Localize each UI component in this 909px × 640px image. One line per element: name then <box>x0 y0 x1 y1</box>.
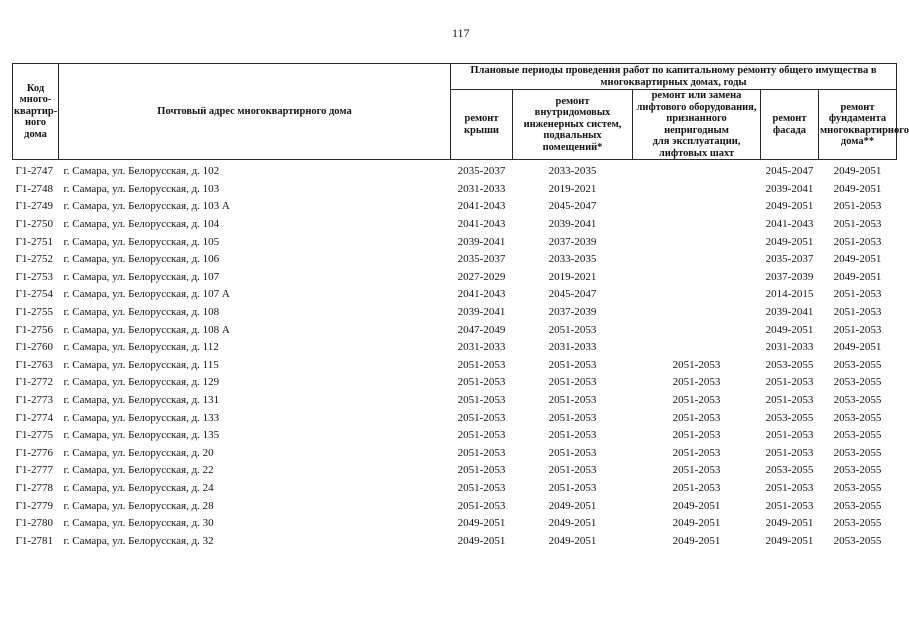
table-row <box>13 269 897 287</box>
cell-code: Г1-2753 <box>15 270 54 283</box>
cell-address: г. Самара, ул. Белорусская, д. 106 <box>63 253 220 266</box>
cell-lift: 2051-2053 <box>672 358 721 371</box>
cell-address: г. Самара, ул. Белорусская, д. 108 А <box>63 323 230 336</box>
cell-code: Г1-2776 <box>15 446 54 459</box>
cell-foundation: 2051-2053 <box>833 235 882 248</box>
cell-foundation: 2053-2055 <box>833 499 882 512</box>
cell-lift: 2049-2051 <box>672 534 721 547</box>
cell-code: Г1-2778 <box>15 481 54 494</box>
column-header-lift-label: ремонт или замена лифтового оборудования, признанного непригодным для эксплуатации, лифтовых шахт <box>636 90 757 159</box>
cell-facade: 2049-2051 <box>765 323 814 336</box>
cell-code: Г1-2749 <box>15 200 54 213</box>
column-header-roof <box>451 90 513 160</box>
cell-address: г. Самара, ул. Белорусская, д. 104 <box>63 218 220 231</box>
table-row <box>13 181 897 199</box>
cell-address: г. Самара, ул. Белорусская, д. 102 <box>63 165 220 178</box>
cell-lift: 2051-2053 <box>672 394 721 407</box>
cell-address: г. Самара, ул. Белорусская, д. 28 <box>63 499 214 512</box>
cell-facade: 2051-2053 <box>765 394 814 407</box>
cell-foundation: 2053-2055 <box>833 481 882 494</box>
cell-address: г. Самара, ул. Белорусская, д. 115 <box>63 358 219 371</box>
page-number: 117 <box>452 26 470 40</box>
column-group-header-periods <box>451 64 897 90</box>
cell-address: г. Самара, ул. Белорусская, д. 105 <box>63 235 220 248</box>
cell-systems: 2051-2053 <box>548 323 597 336</box>
cell-foundation: 2049-2051 <box>833 341 882 354</box>
cell-roof: 2051-2053 <box>457 394 506 407</box>
cell-address: г. Самара, ул. Белорусская, д. 30 <box>63 517 214 530</box>
cell-systems: 2039-2041 <box>548 218 597 231</box>
cell-systems: 2045-2047 <box>548 200 597 213</box>
cell-roof: 2039-2041 <box>457 235 506 248</box>
cell-address: г. Самара, ул. Белорусская, д. 131 <box>63 394 220 407</box>
cell-facade: 2031-2033 <box>765 341 814 354</box>
table-row <box>13 216 897 234</box>
column-header-address-label: Почтовый адрес многоквартирного дома <box>157 105 352 117</box>
cell-lift: 2051-2053 <box>672 376 721 389</box>
cell-lift: 2049-2051 <box>672 517 721 530</box>
cell-systems: 2051-2053 <box>548 446 597 459</box>
table-body <box>13 160 897 551</box>
cell-systems: 2049-2051 <box>548 499 597 512</box>
table-row <box>13 409 897 427</box>
cell-roof: 2039-2041 <box>457 306 506 319</box>
cell-roof: 2051-2053 <box>457 358 506 371</box>
cell-code: Г1-2781 <box>15 534 54 547</box>
cell-lift <box>633 163 761 181</box>
cell-systems: 2045-2047 <box>548 288 597 301</box>
cell-lift: 2051-2053 <box>672 446 721 459</box>
cell-systems: 2049-2051 <box>548 534 597 547</box>
cell-foundation: 2051-2053 <box>833 218 882 231</box>
column-header-code <box>13 64 59 160</box>
table-row <box>13 339 897 357</box>
cell-code: Г1-2754 <box>15 288 54 301</box>
cell-address: г. Самара, ул. Белорусская, д. 103 <box>63 182 220 195</box>
cell-lift <box>633 321 761 339</box>
cell-roof: 2027-2029 <box>457 270 506 283</box>
cell-facade: 2053-2055 <box>765 358 814 371</box>
cell-roof: 2041-2043 <box>457 200 506 213</box>
cell-code: Г1-2756 <box>15 323 54 336</box>
table-row <box>13 532 897 550</box>
cell-facade: 2053-2055 <box>765 464 814 477</box>
cell-facade: 2051-2053 <box>765 376 814 389</box>
cell-foundation: 2049-2051 <box>833 165 882 178</box>
table-row <box>13 462 897 480</box>
cell-facade: 2037-2039 <box>765 270 814 283</box>
cell-foundation: 2049-2051 <box>833 182 882 195</box>
cell-lift <box>633 339 761 357</box>
cell-systems: 2051-2053 <box>548 358 597 371</box>
cell-foundation: 2051-2053 <box>833 323 882 336</box>
cell-facade: 2053-2055 <box>765 411 814 424</box>
cell-foundation: 2053-2055 <box>833 534 882 547</box>
cell-facade: 2051-2053 <box>765 429 814 442</box>
cell-foundation: 2053-2055 <box>833 429 882 442</box>
cell-foundation: 2053-2055 <box>833 517 882 530</box>
cell-roof: 2031-2033 <box>457 341 506 354</box>
column-header-systems-label: ремонт внутридомовых инженерных систем, подвальных помещений* <box>523 95 622 153</box>
cell-facade: 2051-2053 <box>765 446 814 459</box>
cell-code: Г1-2774 <box>15 411 54 424</box>
table-row <box>13 480 897 498</box>
table-row <box>13 233 897 251</box>
cell-roof: 2031-2033 <box>457 182 506 195</box>
column-header-code-label: Код много- квартир- ного дома <box>14 82 58 140</box>
cell-systems: 2037-2039 <box>548 235 597 248</box>
cell-code: Г1-2752 <box>15 253 54 266</box>
cell-foundation: 2053-2055 <box>833 376 882 389</box>
cell-lift <box>633 269 761 287</box>
table-row <box>13 357 897 375</box>
cell-code: Г1-2750 <box>15 218 54 231</box>
cell-facade: 2049-2051 <box>765 517 814 530</box>
column-header-address <box>59 64 451 160</box>
cell-lift: 2051-2053 <box>672 464 721 477</box>
cell-code: Г1-2751 <box>15 235 54 248</box>
cell-lift <box>633 198 761 216</box>
cell-code: Г1-2755 <box>15 306 54 319</box>
cell-lift: 2051-2053 <box>672 481 721 494</box>
cell-code: Г1-2777 <box>15 464 54 477</box>
cell-code: Г1-2748 <box>15 182 54 195</box>
table-row <box>13 427 897 445</box>
cell-facade: 2049-2051 <box>765 235 814 248</box>
cell-foundation: 2053-2055 <box>833 446 882 459</box>
cell-address: г. Самара, ул. Белорусская, д. 112 <box>63 341 219 354</box>
cell-code: Г1-2780 <box>15 517 54 530</box>
cell-address: г. Самара, ул. Белорусская, д. 107 А <box>63 288 230 301</box>
cell-facade: 2039-2041 <box>765 306 814 319</box>
cell-systems: 2051-2053 <box>548 464 597 477</box>
column-header-facade-label: ремонт фасада <box>772 113 807 136</box>
table-row <box>13 374 897 392</box>
table-row <box>13 321 897 339</box>
column-header-facade <box>761 90 819 160</box>
cell-systems: 2033-2035 <box>548 253 597 266</box>
cell-code: Г1-2779 <box>15 499 54 512</box>
cell-address: г. Самара, ул. Белорусская, д. 129 <box>63 376 220 389</box>
cell-foundation: 2051-2053 <box>833 288 882 301</box>
cell-address: г. Самара, ул. Белорусская, д. 108 <box>63 306 220 319</box>
cell-foundation: 2049-2051 <box>833 270 882 283</box>
cell-roof: 2047-2049 <box>457 323 506 336</box>
column-header-foundation <box>819 90 909 160</box>
cell-roof: 2041-2043 <box>457 288 506 301</box>
column-header-foundation-label: ремонт фундамента многоквартирного дома** <box>820 101 909 147</box>
cell-address: г. Самара, ул. Белорусская, д. 103 А <box>63 200 230 213</box>
cell-roof: 2051-2053 <box>457 499 506 512</box>
cell-roof: 2035-2037 <box>457 253 506 266</box>
capital-repair-schedule-table <box>12 63 909 550</box>
cell-address: г. Самара, ул. Белорусская, д. 107 <box>63 270 220 283</box>
cell-facade: 2035-2037 <box>765 253 814 266</box>
cell-lift: 2049-2051 <box>672 499 721 512</box>
cell-facade: 2039-2041 <box>765 182 814 195</box>
table-row <box>13 286 897 304</box>
table-row <box>13 392 897 410</box>
cell-facade: 2051-2053 <box>765 499 814 512</box>
cell-foundation: 2053-2055 <box>833 358 882 371</box>
cell-systems: 2051-2053 <box>548 481 597 494</box>
cell-systems: 2051-2053 <box>548 394 597 407</box>
cell-foundation: 2049-2051 <box>833 253 882 266</box>
table-row <box>13 497 897 515</box>
table-row <box>13 515 897 533</box>
column-header-roof-label: ремонт крыши <box>463 113 499 136</box>
cell-address: г. Самара, ул. Белорусская, д. 20 <box>63 446 214 459</box>
cell-facade: 2051-2053 <box>765 481 814 494</box>
cell-lift <box>633 233 761 251</box>
cell-roof: 2051-2053 <box>457 429 506 442</box>
cell-roof: 2051-2053 <box>457 376 506 389</box>
cell-foundation: 2053-2055 <box>833 394 882 407</box>
cell-address: г. Самара, ул. Белорусская, д. 135 <box>63 429 220 442</box>
table-row <box>13 163 897 181</box>
cell-facade: 2049-2051 <box>765 200 814 213</box>
cell-address: г. Самара, ул. Белорусская, д. 133 <box>63 411 220 424</box>
cell-code: Г1-2747 <box>15 165 54 178</box>
cell-systems: 2051-2053 <box>548 411 597 424</box>
cell-systems: 2037-2039 <box>548 306 597 319</box>
column-header-lift <box>633 90 761 160</box>
cell-roof: 2051-2053 <box>457 464 506 477</box>
cell-lift: 2051-2053 <box>672 411 721 424</box>
column-header-systems <box>513 90 633 160</box>
table-row <box>13 251 897 269</box>
cell-lift: 2051-2053 <box>672 429 721 442</box>
cell-systems: 2049-2051 <box>548 517 597 530</box>
cell-lift <box>633 216 761 234</box>
cell-roof: 2051-2053 <box>457 411 506 424</box>
table-row <box>13 445 897 463</box>
cell-roof: 2051-2053 <box>457 481 506 494</box>
cell-roof: 2049-2051 <box>457 534 506 547</box>
cell-lift <box>633 304 761 322</box>
cell-systems: 2051-2053 <box>548 376 597 389</box>
cell-code: Г1-2763 <box>15 358 54 371</box>
cell-roof: 2041-2043 <box>457 218 506 231</box>
cell-address: г. Самара, ул. Белорусская, д. 24 <box>63 481 214 494</box>
cell-systems: 2019-2021 <box>548 182 597 195</box>
cell-systems: 2051-2053 <box>548 429 597 442</box>
cell-address: г. Самара, ул. Белорусская, д. 22 <box>63 464 214 477</box>
cell-code: Г1-2773 <box>15 394 54 407</box>
cell-facade: 2049-2051 <box>765 534 814 547</box>
cell-systems: 2019-2021 <box>548 270 597 283</box>
cell-lift <box>633 181 761 199</box>
cell-code: Г1-2772 <box>15 376 54 389</box>
column-group-header-periods-label: Плановые периоды проведения работ по капитальному ремонту общего имущества в многоквартирных домах, годы <box>470 65 877 88</box>
cell-systems: 2033-2035 <box>548 165 597 178</box>
cell-facade: 2045-2047 <box>765 165 814 178</box>
cell-code: Г1-2775 <box>15 429 54 442</box>
cell-roof: 2035-2037 <box>457 165 506 178</box>
cell-facade: 2041-2043 <box>765 218 814 231</box>
cell-lift <box>633 286 761 304</box>
cell-foundation: 2051-2053 <box>833 200 882 213</box>
cell-foundation: 2053-2055 <box>833 464 882 477</box>
cell-foundation: 2051-2053 <box>833 306 882 319</box>
cell-foundation: 2053-2055 <box>833 411 882 424</box>
cell-systems: 2031-2033 <box>548 341 597 354</box>
cell-lift <box>633 251 761 269</box>
cell-facade: 2014-2015 <box>765 288 814 301</box>
table-row <box>13 198 897 216</box>
table-row <box>13 304 897 322</box>
cell-address: г. Самара, ул. Белорусская, д. 32 <box>63 534 214 547</box>
cell-roof: 2051-2053 <box>457 446 506 459</box>
cell-code: Г1-2760 <box>15 341 54 354</box>
cell-roof: 2049-2051 <box>457 517 506 530</box>
